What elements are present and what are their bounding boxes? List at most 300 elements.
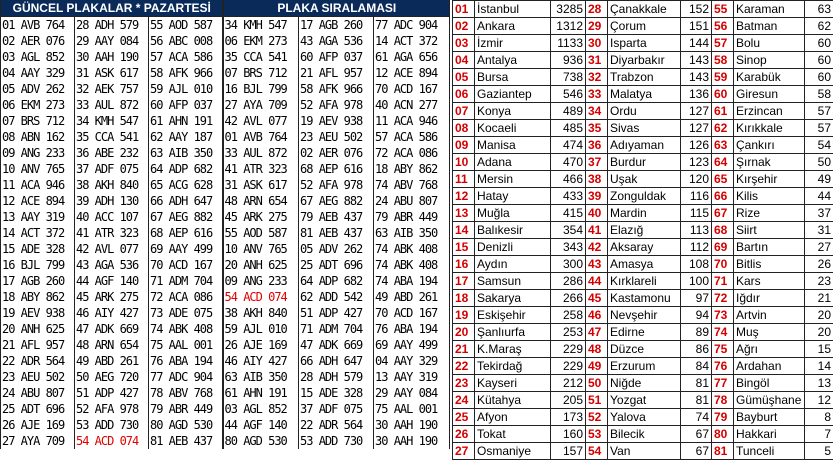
plate-count: 67 [681, 426, 712, 443]
plate-count: 123 [681, 154, 712, 171]
plate-cell: 04 AAY 329 [1, 65, 75, 81]
city-name: Kırıkkale [734, 120, 805, 137]
rank-number: 10 [453, 154, 475, 171]
city-name: Tunceli [734, 443, 805, 460]
rank-number: 56 [712, 18, 734, 35]
city-name: Aksaray [608, 239, 681, 256]
plate-cell: 36 ABE 232 [75, 145, 149, 161]
city-name: Hakkari [734, 426, 805, 443]
plate-count: 13 [805, 375, 833, 392]
city-ranking-table [452, 0, 833, 460]
city-name: Iğdır [734, 290, 805, 307]
rank-number: 79 [712, 409, 734, 426]
city-name: Denizli [475, 239, 551, 256]
plate-cell: 35 CCA 541 [75, 129, 149, 145]
plate-cell: 58 AFK 966 [149, 65, 223, 81]
plate-cell: 61 AHN 191 [149, 113, 223, 129]
plate-cell: 74 ABK 408 [149, 321, 223, 337]
plate-cell: 46 AIY 427 [75, 305, 149, 321]
plate-row [1, 113, 450, 129]
plate-count: 127 [681, 103, 712, 120]
plate-count: 120 [681, 171, 712, 188]
plate-cell: 16 BJL 799 [223, 81, 299, 97]
rank-number: 71 [712, 273, 734, 290]
plate-count: 212 [551, 375, 586, 392]
plate-cell: 49 ABD 261 [75, 353, 149, 369]
rank-number: 74 [712, 324, 734, 341]
plate-count: 108 [681, 256, 712, 273]
rank-number: 67 [712, 205, 734, 222]
plate-cell: 59 AJL 010 [223, 321, 299, 337]
plate-cell: 66 ADH 647 [149, 193, 223, 209]
rank-number: 38 [586, 171, 608, 188]
plate-cell: 19 AEV 938 [299, 113, 374, 129]
plate-cell: 03 AGL 852 [1, 49, 75, 65]
plate-count: 433 [551, 188, 586, 205]
plate-row [1, 225, 450, 241]
plate-cell: 41 ATR 323 [223, 161, 299, 177]
plate-cell: 45 ARK 275 [75, 289, 149, 305]
rank-number: 54 [586, 443, 608, 460]
plate-cell: 60 AFP 037 [149, 97, 223, 113]
plate-cell: 26 AJE 169 [1, 417, 75, 433]
plate-cell: 70 ACD 167 [149, 257, 223, 273]
plate-cell: 21 AFL 957 [1, 337, 75, 353]
rank-number: 29 [586, 18, 608, 35]
plate-cell: 12 ACE 894 [1, 193, 75, 209]
plate-cell: 20 ANH 625 [223, 257, 299, 273]
rank-number: 55 [712, 1, 734, 18]
ranking-row [453, 324, 833, 341]
city-name: Kayseri [475, 375, 551, 392]
city-name: Çankırı [734, 137, 805, 154]
plate-cell: 74 ABK 408 [374, 241, 450, 257]
plate-cell: 13 AAY 319 [1, 209, 75, 225]
rank-number: 17 [453, 273, 475, 290]
city-name: Tokat [475, 426, 551, 443]
city-name: Çanakkale [608, 1, 681, 18]
plate-count: 31 [805, 222, 833, 239]
city-name: Kırşehir [734, 171, 805, 188]
plate-cell: 20 ANH 625 [1, 321, 75, 337]
rank-number: 43 [586, 256, 608, 273]
plate-count: 26 [805, 256, 833, 273]
ranking-row [453, 443, 833, 460]
plate-count: 143 [681, 52, 712, 69]
city-name: Yalova [608, 409, 681, 426]
rank-number: 66 [712, 188, 734, 205]
plate-cell: 48 ARN 654 [223, 193, 299, 209]
plate-cell: 26 AJE 169 [223, 337, 299, 353]
plate-cell: 02 AER 076 [299, 145, 374, 161]
plate-cell: 77 ADC 904 [374, 17, 450, 34]
rank-number: 59 [712, 69, 734, 86]
rank-number: 12 [453, 188, 475, 205]
plate-count: 286 [551, 273, 586, 290]
plate-cell: 02 AER 076 [1, 33, 75, 49]
city-name: İzmir [475, 35, 551, 52]
plate-count: 354 [551, 222, 586, 239]
city-name: Ankara [475, 18, 551, 35]
plate-cell: 53 ADD 730 [75, 417, 149, 433]
plate-cell: 57 ACA 586 [374, 129, 450, 145]
plate-count: 54 [805, 137, 833, 154]
plate-count: 5 [805, 443, 833, 460]
plate-cell: 24 ABU 807 [1, 385, 75, 401]
plate-cell: 74 ABA 194 [374, 273, 450, 289]
plate-cell: 29 AAY 084 [75, 33, 149, 49]
plate-count: 300 [551, 256, 586, 273]
city-name: Hatay [475, 188, 551, 205]
city-name: Burdur [608, 154, 681, 171]
plate-cell: 18 ABY 862 [374, 161, 450, 177]
plate-cell: 01 AVB 764 [223, 129, 299, 145]
plate-count: 1312 [551, 18, 586, 35]
plate-row [1, 305, 450, 321]
city-name: Manisa [475, 137, 551, 154]
rank-number: 14 [453, 222, 475, 239]
plate-cell: 07 BRS 712 [223, 65, 299, 81]
plate-cell: 28 ADH 579 [299, 369, 374, 385]
city-name: Kütahya [475, 392, 551, 409]
ranking-row [453, 120, 833, 137]
plate-row [1, 97, 450, 113]
ranking-row [453, 205, 833, 222]
plate-cell: 68 AEP 616 [149, 225, 223, 241]
plate-cell: 65 ACG 628 [149, 177, 223, 193]
city-name: Adana [475, 154, 551, 171]
plate-cell: 48 ARN 654 [75, 337, 149, 353]
city-name: Zonguldak [608, 188, 681, 205]
rank-number: 19 [453, 307, 475, 324]
rank-number: 51 [586, 392, 608, 409]
plate-cell: 52 AFA 978 [299, 177, 374, 193]
plate-row [1, 417, 450, 433]
plate-cell: 27 AYA 709 [223, 97, 299, 113]
rank-number: 47 [586, 324, 608, 341]
rank-number: 28 [586, 1, 608, 18]
plate-cell: 55 AOD 587 [223, 225, 299, 241]
rank-number: 78 [712, 392, 734, 409]
plate-cell: 12 ACE 894 [374, 65, 450, 81]
plate-row [1, 369, 450, 385]
plate-count: 205 [551, 392, 586, 409]
plate-count: 1133 [551, 35, 586, 52]
rank-number: 39 [586, 188, 608, 205]
plate-count: 343 [551, 239, 586, 256]
plate-count: 20 [805, 307, 833, 324]
ranking-row [453, 69, 833, 86]
city-name: Ağrı [734, 341, 805, 358]
plate-count: 81 [681, 392, 712, 409]
plate-cell: 66 ADH 647 [299, 353, 374, 369]
plate-cell: 43 AGA 536 [299, 33, 374, 49]
rank-number: 27 [453, 443, 475, 460]
ranking-row [453, 375, 833, 392]
city-name: Uşak [608, 171, 681, 188]
rank-number: 65 [712, 171, 734, 188]
plate-cell: 49 ABD 261 [374, 289, 450, 305]
plate-count: 489 [551, 103, 586, 120]
rank-number: 58 [712, 52, 734, 69]
plate-cell: 80 AGD 530 [223, 433, 299, 449]
ranking-row [453, 154, 833, 171]
city-name: Şanlıurfa [475, 324, 551, 341]
city-name: Sinop [734, 52, 805, 69]
ranking-row [453, 171, 833, 188]
plate-cell: 40 ACN 277 [374, 97, 450, 113]
ranking-row [453, 426, 833, 443]
plate-cell: 43 AGA 536 [75, 257, 149, 273]
plate-row [1, 49, 450, 65]
plate-count: 485 [551, 120, 586, 137]
plate-cell: 61 AHN 191 [223, 385, 299, 401]
rank-number: 40 [586, 205, 608, 222]
plate-count: 258 [551, 307, 586, 324]
plate-cell: 28 ADH 579 [75, 17, 149, 34]
rank-number: 53 [586, 426, 608, 443]
city-name: Bursa [475, 69, 551, 86]
plate-cell: 25 ADT 696 [1, 401, 75, 417]
rank-number: 21 [453, 341, 475, 358]
city-name: Rize [734, 205, 805, 222]
ranking-row [453, 35, 833, 52]
ranking-row [453, 103, 833, 120]
city-name: Amasya [608, 256, 681, 273]
plate-cell: 01 AVB 764 [1, 17, 75, 34]
plate-count: 546 [551, 86, 586, 103]
plate-cell: 04 AAY 329 [374, 353, 450, 369]
rank-number: 68 [712, 222, 734, 239]
ranking-row [453, 341, 833, 358]
plate-cell: 31 ASK 617 [223, 177, 299, 193]
rank-number: 62 [712, 120, 734, 137]
rank-number: 32 [586, 69, 608, 86]
plate-cell: 51 ADP 427 [75, 385, 149, 401]
plate-count: 23 [805, 273, 833, 290]
plate-count: 84 [681, 358, 712, 375]
plate-row [1, 129, 450, 145]
plate-cell: 73 ADE 075 [149, 305, 223, 321]
city-name: Nevşehir [608, 307, 681, 324]
plate-cell: 56 ABC 008 [149, 33, 223, 49]
city-name: Muğla [475, 205, 551, 222]
city-name: Şırnak [734, 154, 805, 171]
plate-cell: 79 ABR 449 [149, 401, 223, 417]
plate-count: 115 [681, 205, 712, 222]
rank-number: 25 [453, 409, 475, 426]
plate-cell: 72 ACA 086 [374, 145, 450, 161]
plate-cell: 54 ACD 074 [75, 433, 149, 449]
plate-cell: 25 ADT 696 [299, 257, 374, 273]
plate-cell: 03 AGL 852 [223, 401, 299, 417]
plate-cell: 29 AAY 084 [374, 385, 450, 401]
plate-row [1, 81, 450, 97]
rank-number: 02 [453, 18, 475, 35]
plate-count: 136 [681, 86, 712, 103]
plate-row [1, 145, 450, 161]
plate-count: 21 [805, 290, 833, 307]
plate-cell: 71 ADM 704 [299, 321, 374, 337]
city-name: Ordu [608, 103, 681, 120]
ranking-row [453, 18, 833, 35]
plate-cell: 10 ANV 765 [1, 161, 75, 177]
rank-number: 52 [586, 409, 608, 426]
city-name: Erzincan [734, 103, 805, 120]
plate-cell: 81 AEB 437 [149, 433, 223, 449]
plate-cell: 52 AFA 978 [299, 97, 374, 113]
plate-cell: 37 ADF 075 [75, 161, 149, 177]
plate-row [1, 161, 450, 177]
plate-cell: 14 ACT 372 [1, 225, 75, 241]
plate-row [1, 273, 450, 289]
plate-cell: 62 AAY 187 [149, 129, 223, 145]
plate-row [1, 321, 450, 337]
rank-number: 45 [586, 290, 608, 307]
plate-cell: 22 ADR 564 [1, 353, 75, 369]
rank-number: 80 [712, 426, 734, 443]
plate-count: 415 [551, 205, 586, 222]
city-name: Kars [734, 273, 805, 290]
rank-number: 75 [712, 341, 734, 358]
plate-row [1, 289, 450, 305]
city-name: Bilecik [608, 426, 681, 443]
plate-count: 229 [551, 358, 586, 375]
city-name: Elazığ [608, 222, 681, 239]
rank-number: 11 [453, 171, 475, 188]
plate-cell: 15 ADE 328 [1, 241, 75, 257]
city-name: Balıkesir [475, 222, 551, 239]
plate-cell: 74 ABV 768 [374, 177, 450, 193]
plate-cell: 06 EKM 273 [223, 33, 299, 49]
plate-cell: 10 ANV 765 [223, 241, 299, 257]
plate-cell: 55 AOD 587 [149, 17, 223, 34]
plate-count: 58 [805, 86, 833, 103]
plate-count: 63 [805, 1, 833, 18]
plate-cell: 64 ADP 682 [299, 273, 374, 289]
ranking-row [453, 290, 833, 307]
city-name: Kırklareli [608, 273, 681, 290]
plate-cell: 61 AGA 656 [374, 49, 450, 65]
rank-number: 06 [453, 86, 475, 103]
plate-cell: 09 ANG 233 [1, 145, 75, 161]
city-name: Bingöl [734, 375, 805, 392]
rank-number: 64 [712, 154, 734, 171]
plate-cell: 69 AAY 499 [149, 241, 223, 257]
city-name: Osmaniye [475, 443, 551, 460]
plate-count: 143 [681, 69, 712, 86]
plate-row [1, 257, 450, 273]
plate-count: 67 [681, 443, 712, 460]
plate-cell: 17 AGB 260 [1, 273, 75, 289]
plate-cell: 78 ABV 768 [149, 385, 223, 401]
rank-number: 70 [712, 256, 734, 273]
plate-cell: 63 AIB 350 [149, 145, 223, 161]
plate-count: 113 [681, 222, 712, 239]
plate-cell: 44 AGF 140 [223, 417, 299, 433]
plate-row [1, 33, 450, 49]
city-name: Karaman [734, 1, 805, 18]
rank-number: 57 [712, 35, 734, 52]
plate-cell: 63 AIB 350 [223, 369, 299, 385]
plate-cell: 42 AVL 077 [223, 113, 299, 129]
plate-count: 27 [805, 239, 833, 256]
plate-cell: 42 AVL 077 [75, 241, 149, 257]
plate-cell: 51 ADP 427 [299, 305, 374, 321]
plate-cell: 63 AIB 350 [374, 225, 450, 241]
rank-number: 60 [712, 86, 734, 103]
plate-count: 49 [805, 171, 833, 188]
plate-cell: 44 AGF 140 [75, 273, 149, 289]
plate-cell: 38 AKH 840 [223, 305, 299, 321]
plate-cell: 30 AAH 190 [374, 417, 450, 433]
city-name: Isparta [608, 35, 681, 52]
rank-number: 63 [712, 137, 734, 154]
plate-cell: 76 ABA 194 [374, 321, 450, 337]
rank-number: 73 [712, 307, 734, 324]
plate-count: 37 [805, 205, 833, 222]
plate-cell: 57 ACA 586 [149, 49, 223, 65]
plate-cell: 17 AGB 260 [299, 17, 374, 34]
plate-count: 8 [805, 409, 833, 426]
rank-number: 22 [453, 358, 475, 375]
rank-number: 26 [453, 426, 475, 443]
plate-count: 144 [681, 35, 712, 52]
plate-count: 7 [805, 426, 833, 443]
city-name: Konya [475, 103, 551, 120]
rank-number: 42 [586, 239, 608, 256]
city-name: Eskişehir [475, 307, 551, 324]
plate-count: 15 [805, 341, 833, 358]
plate-count: 89 [681, 324, 712, 341]
plate-count: 86 [681, 341, 712, 358]
city-name: Niğde [608, 375, 681, 392]
plate-cell: 67 AEG 882 [149, 209, 223, 225]
plate-count: 266 [551, 290, 586, 307]
plate-cell: 06 EKM 273 [1, 97, 75, 113]
plate-row [1, 241, 450, 257]
ranking-row [453, 273, 833, 290]
plate-cell: 35 CCA 541 [223, 49, 299, 65]
plate-count: 60 [805, 69, 833, 86]
city-name: Bayburt [734, 409, 805, 426]
plate-count: 50 [805, 154, 833, 171]
city-name: Edirne [608, 324, 681, 341]
plate-cell: 45 ARK 275 [223, 209, 299, 225]
ranking-row [453, 239, 833, 256]
rank-number: 30 [586, 35, 608, 52]
plate-count: 14 [805, 358, 833, 375]
city-name: Antalya [475, 52, 551, 69]
plate-count: 151 [681, 18, 712, 35]
rank-number: 50 [586, 375, 608, 392]
city-name: Diyarbakır [608, 52, 681, 69]
plate-cell: 75 AAL 001 [149, 337, 223, 353]
rank-number: 01 [453, 1, 475, 18]
rank-number: 08 [453, 120, 475, 137]
city-name: Mardin [608, 205, 681, 222]
plate-count: 253 [551, 324, 586, 341]
city-name: Gümüşhane [734, 392, 805, 409]
plate-cell: 47 ADK 669 [299, 337, 374, 353]
plate-cell: 23 AEU 502 [299, 129, 374, 145]
rank-number: 44 [586, 273, 608, 290]
city-name: Giresun [734, 86, 805, 103]
rank-number: 13 [453, 205, 475, 222]
plate-cell: 52 AFA 978 [75, 401, 149, 417]
city-name: Siirt [734, 222, 805, 239]
plate-cell: 70 ACD 167 [374, 81, 450, 97]
